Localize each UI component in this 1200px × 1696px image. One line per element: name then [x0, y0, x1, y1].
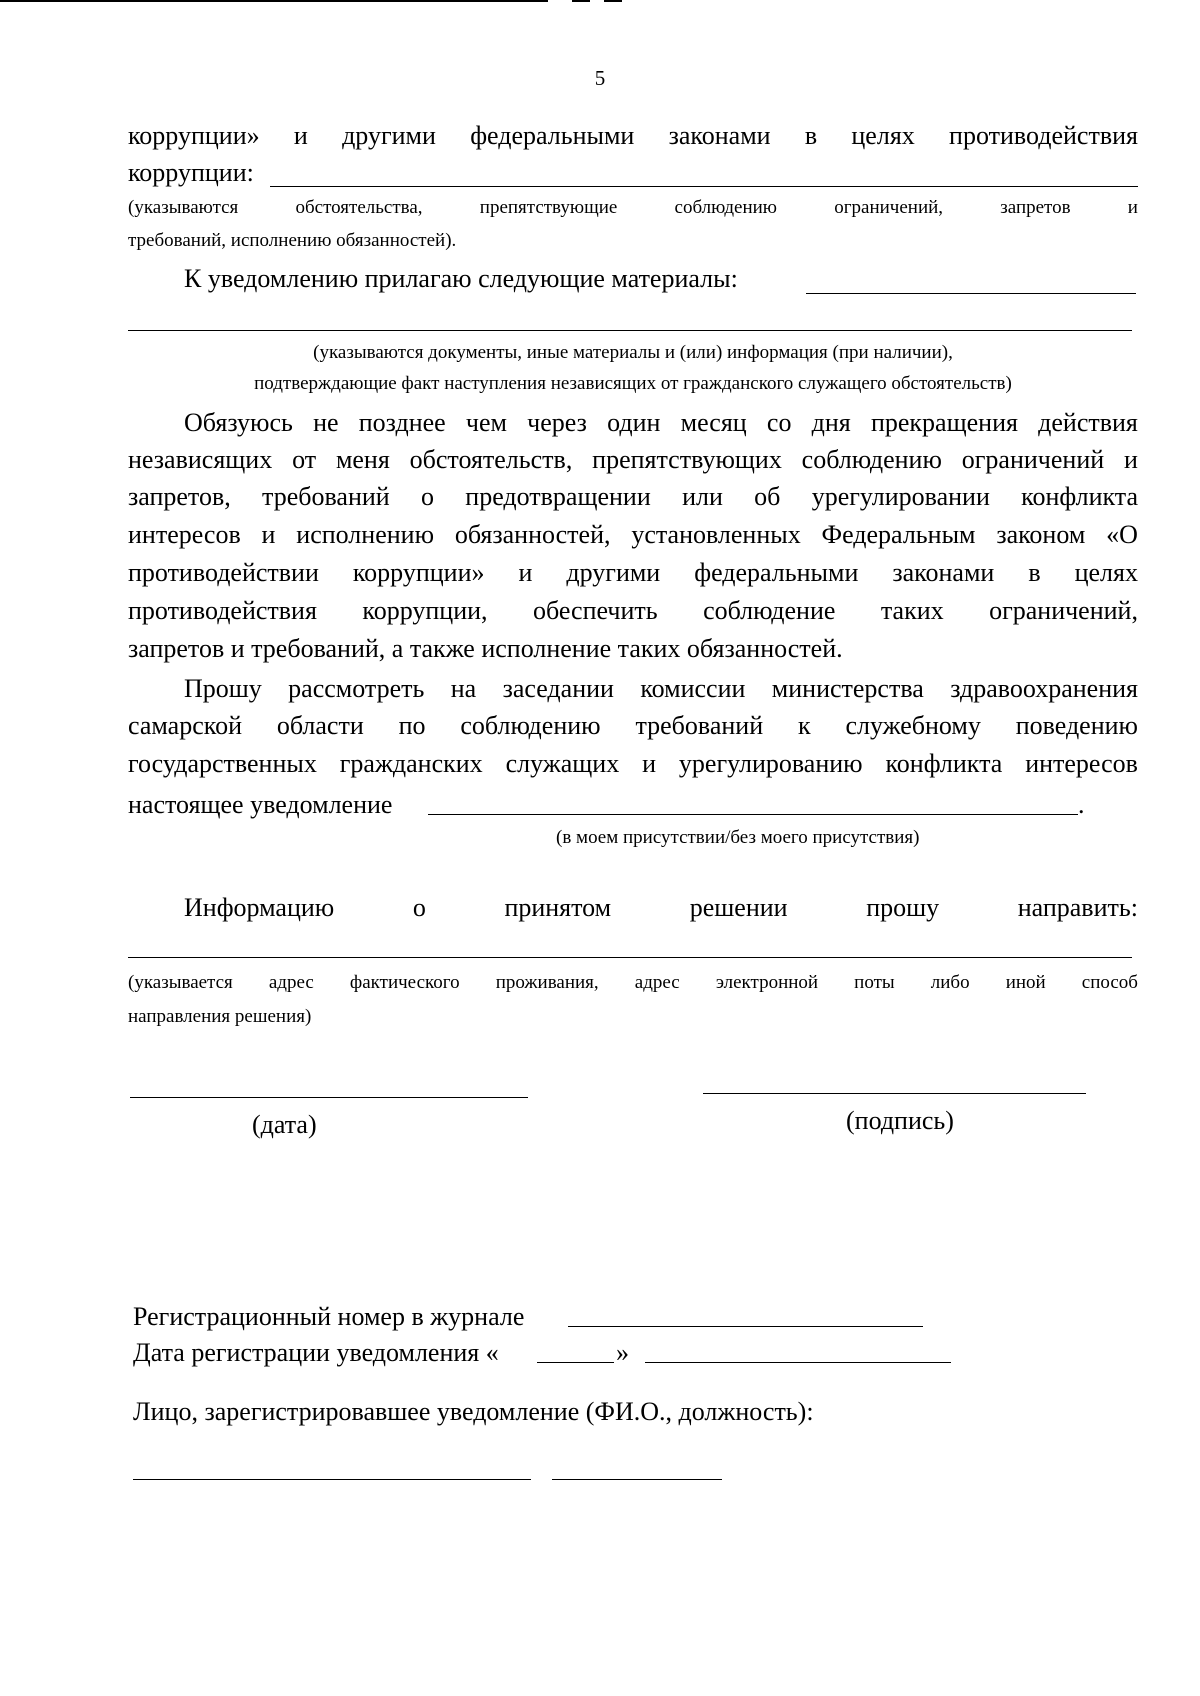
scan-edge-line — [604, 0, 622, 2]
word: не — [313, 408, 339, 437]
word: один — [607, 408, 661, 437]
info-note-line2: направления решения) — [128, 1006, 312, 1027]
word: министерства — [771, 674, 924, 703]
word: законами — [668, 121, 771, 150]
word: ограничений, — [834, 197, 944, 218]
word: к — [797, 711, 811, 740]
word: позднее — [358, 408, 446, 437]
word: (указывается — [128, 972, 233, 993]
word: и — [1127, 197, 1138, 218]
word: о — [412, 893, 426, 922]
word: заседании — [502, 674, 614, 703]
word: Федеральным — [821, 520, 976, 549]
word: в — [1028, 558, 1041, 587]
word: соблюдению — [801, 445, 942, 474]
word: запретов — [1000, 197, 1071, 218]
word: противодействия — [128, 596, 317, 625]
blank-field-attachments-2 — [128, 330, 1132, 331]
word: и — [642, 749, 657, 778]
word: коррупции» — [352, 558, 485, 587]
word: служебному — [845, 711, 981, 740]
attachments-note-line1: (указываются документы, иные материалы и (или) информация (при наличии), — [313, 342, 953, 363]
blank-field-attachments-1 — [806, 293, 1136, 294]
word: целях — [1074, 558, 1138, 587]
obligation-line2 — [128, 447, 1138, 473]
word: другими — [342, 121, 436, 150]
word: в — [804, 121, 818, 150]
word: государственных — [128, 749, 317, 778]
word: адрес — [268, 972, 314, 993]
blank-field-registrar-signature — [552, 1479, 722, 1480]
word: комиссии — [640, 674, 746, 703]
word: коррупции» — [128, 121, 260, 150]
para1-note-line1 — [128, 198, 1138, 217]
info-note-line1 — [128, 973, 1138, 992]
word: меня — [335, 445, 390, 474]
word: обязанностей, — [454, 520, 611, 549]
word: урегулированию — [678, 749, 863, 778]
word: другими — [566, 558, 661, 587]
word: Информацию — [184, 893, 335, 922]
word: проживания, — [495, 972, 599, 993]
obligation-line7: запретов и требований, а также исполнение таких обязанностей. — [128, 634, 843, 663]
word: способ — [1081, 972, 1138, 993]
date-signature-line — [130, 1097, 528, 1098]
word: направить: — [1017, 893, 1138, 922]
scan-edge-line — [572, 0, 590, 2]
word: электронной — [715, 972, 819, 993]
obligation-line4 — [128, 522, 1138, 548]
obligation-line1 — [184, 410, 1138, 436]
word: исполнению — [296, 520, 434, 549]
word: независящих — [128, 445, 273, 474]
word: препятствующие — [479, 197, 618, 218]
word: либо — [930, 972, 970, 993]
word: установленных — [631, 520, 801, 549]
request-line1 — [184, 676, 1138, 702]
word: дня — [811, 408, 851, 437]
word: целях — [851, 121, 915, 150]
word: коррупции, — [362, 596, 488, 625]
word: интересов — [1025, 749, 1138, 778]
para1-note-line2: требований, исполнению обязанностей). — [128, 230, 457, 251]
obligation-line6 — [128, 598, 1138, 624]
word: о — [420, 482, 434, 511]
word: конфликта — [1021, 482, 1138, 511]
word: решении — [689, 893, 788, 922]
word: требований — [635, 711, 764, 740]
registration-number-label: Регистрационный номер в журнале — [133, 1302, 525, 1331]
word: законом — [996, 520, 1086, 549]
word: соблюдению — [674, 197, 777, 218]
word: Прошу — [184, 674, 262, 703]
word: законами — [892, 558, 995, 587]
signature-label: (подпись) — [846, 1106, 954, 1135]
blank-field-registration-number — [568, 1326, 923, 1327]
word: области — [276, 711, 364, 740]
word: препятствующих — [592, 445, 782, 474]
word: месяц — [680, 408, 747, 437]
request-note: (в моем присутствии/без моего присутствия) — [556, 827, 920, 848]
word: федеральными — [470, 121, 635, 150]
word: Обязуюсь — [184, 408, 293, 437]
blank-field-circumstances — [270, 186, 1138, 187]
para1-line1 — [128, 123, 1138, 149]
blank-field-registration-date — [645, 1362, 951, 1363]
signature-line — [703, 1093, 1086, 1094]
word: (указываются — [128, 197, 239, 218]
word: интересов — [128, 520, 241, 549]
word: «О — [1106, 520, 1138, 549]
request-line4-end: . — [1078, 790, 1085, 819]
word: адрес — [634, 972, 680, 993]
word: через — [527, 408, 587, 437]
scan-edge-line — [0, 0, 548, 2]
obligation-line3 — [128, 484, 1138, 510]
word: федеральными — [694, 558, 859, 587]
word: и — [518, 558, 533, 587]
page-number: 5 — [594, 66, 606, 90]
word: ограничений, — [989, 596, 1138, 625]
word: и — [1123, 445, 1138, 474]
word: обстоятельства, — [295, 197, 423, 218]
word: по — [398, 711, 426, 740]
word: поведению — [1015, 711, 1138, 740]
word: урегулировании — [811, 482, 990, 511]
word: фактического — [349, 972, 460, 993]
blank-field-registrar-name — [133, 1479, 531, 1480]
word: и — [293, 121, 308, 150]
word: гражданских — [339, 749, 483, 778]
word: иной — [1005, 972, 1046, 993]
para1-line2: коррупции: — [128, 158, 254, 187]
word: прошу — [866, 893, 940, 922]
word: противодействии — [128, 558, 319, 587]
word: поты — [854, 972, 895, 993]
word: рассмотреть — [288, 674, 425, 703]
word: конфликта — [885, 749, 1003, 778]
blank-field-address — [128, 957, 1132, 958]
word: предотвращении — [465, 482, 651, 511]
word: действия — [1038, 408, 1138, 437]
word: со — [766, 408, 792, 437]
word: прекращения — [870, 408, 1018, 437]
word: от — [292, 445, 317, 474]
obligation-line5 — [128, 560, 1138, 586]
word: требований — [262, 482, 390, 511]
blank-field-presence — [428, 814, 1078, 815]
registration-date-prefix: Дата регистрации уведомления « — [133, 1338, 499, 1367]
attachments-note-line2: подтверждающие факт наступления независящих от гражданского служащего обстоятельств) — [254, 373, 1012, 394]
attachments-label: К уведомлению прилагаю следующие материалы: — [184, 264, 738, 293]
request-line2 — [128, 713, 1138, 739]
word: запретов, — [128, 482, 231, 511]
registration-person-label: Лицо, зарегистрировавшее уведомление (ФИ.О., должность): — [133, 1397, 814, 1426]
word: здравоохранения — [950, 674, 1138, 703]
blank-field-registration-day — [537, 1362, 614, 1363]
date-label: (дата) — [252, 1110, 317, 1139]
registration-date-suffix: » — [616, 1338, 629, 1367]
request-line4: настоящее уведомление — [128, 790, 393, 819]
word: обеспечить — [532, 596, 658, 625]
word: принятом — [504, 893, 612, 922]
word: об — [754, 482, 781, 511]
word: соблюдению — [460, 711, 601, 740]
word: чем — [465, 408, 507, 437]
word: соблюдение — [703, 596, 836, 625]
word: на — [450, 674, 477, 703]
request-line3 — [128, 751, 1138, 777]
word: обстоятельств, — [409, 445, 573, 474]
word: ограничений — [961, 445, 1105, 474]
word: или — [682, 482, 723, 511]
word: служащих — [505, 749, 620, 778]
info-line — [184, 895, 1138, 921]
word: и — [261, 520, 276, 549]
word: противодействия — [949, 121, 1138, 150]
word: таких — [880, 596, 944, 625]
word: самарской — [128, 711, 242, 740]
